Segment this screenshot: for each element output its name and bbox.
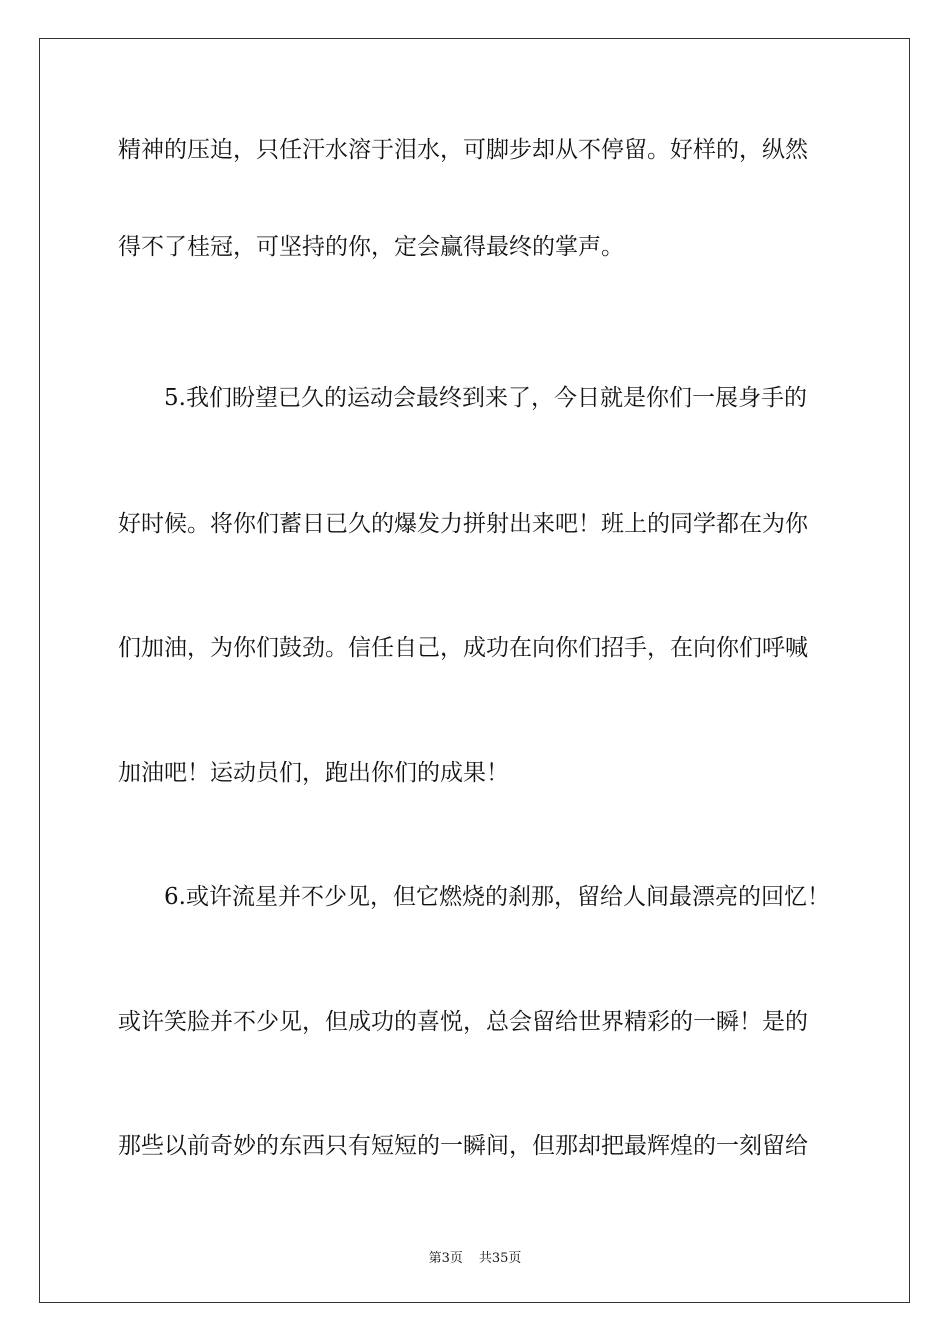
page-border bbox=[39, 38, 910, 1303]
page-total: 共35页 bbox=[478, 1251, 522, 1266]
paragraph-line-3: 5.我们盼望已久的运动会最终到来了，今日就是你们一展身手的 bbox=[164, 385, 807, 411]
paragraph-line-2: 得不了桂冠，可坚持的你，定会赢得最终的掌声。 bbox=[118, 234, 624, 260]
paragraph-line-9: 那些以前奇妙的东西只有短短的一瞬间，但那却把最辉煌的一刻留给 bbox=[118, 1133, 808, 1159]
paragraph-line-4: 好时候。将你们蓄日已久的爆发力拼射出来吧！班上的同学都在为你 bbox=[118, 511, 808, 537]
paragraph-line-1: 精神的压迫，只任汗水溶于泪水，可脚步却从不停留。好样的，纵然 bbox=[118, 137, 808, 163]
page-footer bbox=[0, 1247, 950, 1266]
paragraph-line-8: 或许笑脸并不少见，但成功的喜悦，总会留给世界精彩的一瞬！是的 bbox=[118, 1009, 808, 1035]
page-number: 第3页 bbox=[428, 1251, 463, 1266]
paragraph-line-7: 6.或许流星并不少见，但它燃烧的刹那，留给人间最漂亮的回忆！ bbox=[164, 884, 830, 910]
paragraph-line-6: 加油吧！运动员们，跑出你们的成果！ bbox=[118, 760, 509, 786]
paragraph-line-5: 们加油，为你们鼓劲。信任自己，成功在向你们招手，在向你们呼喊 bbox=[118, 635, 808, 661]
